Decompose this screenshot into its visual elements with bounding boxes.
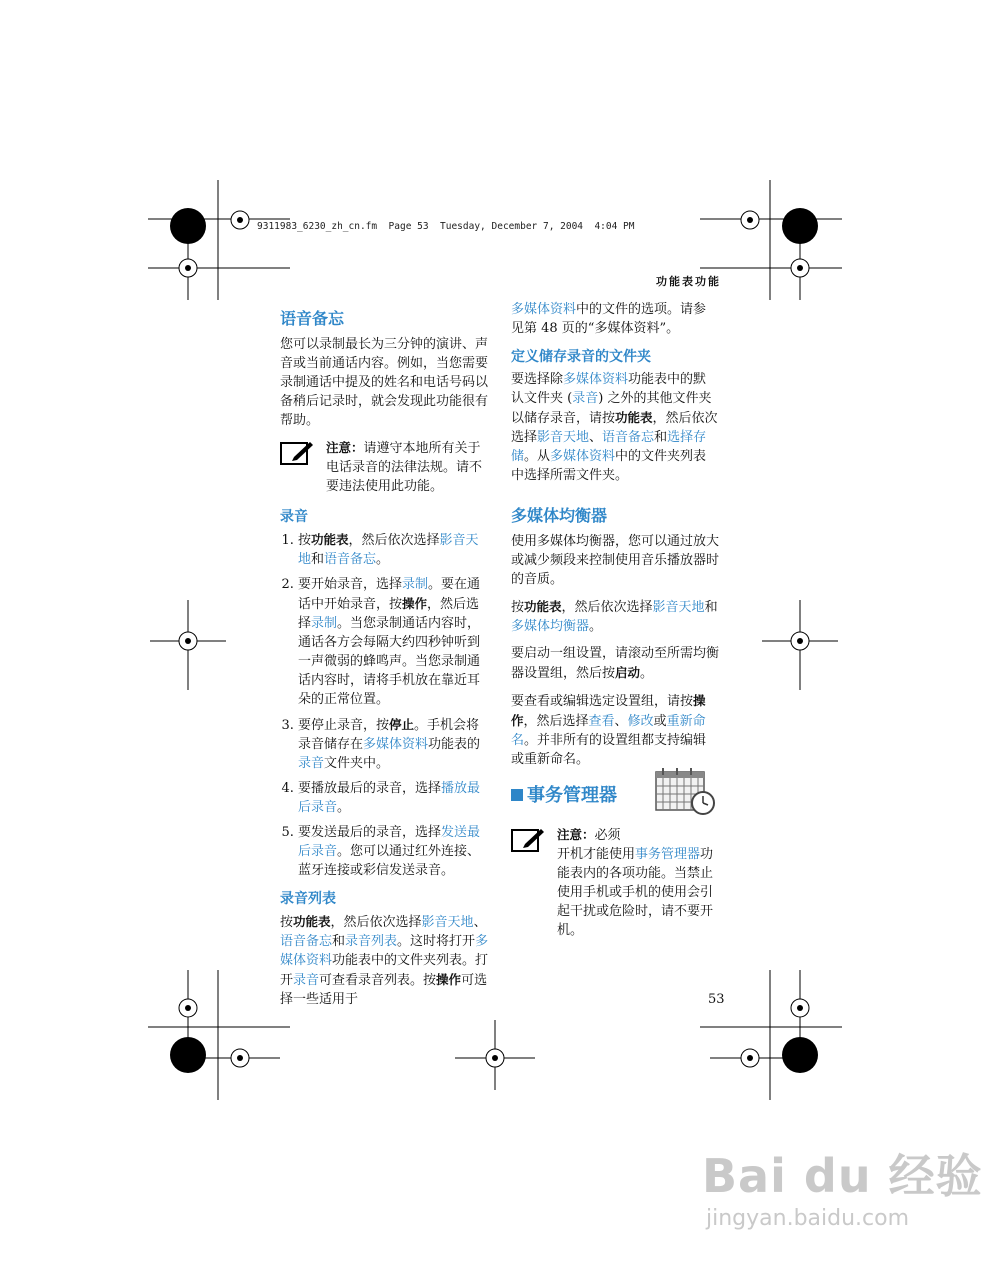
voice-memo-intro: 您可以录制最长为三分钟的演讲、声音或当前通话内容。例如，当您需要录制通话中提及的姓名和电话号码以备稍后记录时，就会发现此功能很有帮助。 [280, 337, 489, 428]
note-pencil-icon [511, 827, 545, 853]
step-4: 4. 要播放最后的录音，选择播放最后录音。 [298, 779, 490, 817]
step-3: 3. 要停止录音，按停止。手机会将录音储存在多媒体资料功能表的录音文件夹中。 [298, 715, 490, 773]
watermark [702, 1140, 983, 1231]
note-pencil-icon [280, 440, 314, 466]
note-body: 请遵守本地所有关于电话录音的法律法规。请不要违法使用此功能。 [326, 441, 483, 494]
right-column [511, 300, 719, 950]
link-media: 影音天地 [298, 533, 479, 567]
section-header: 功能表功能 [656, 275, 721, 288]
equalizer-p3: 要启动一组设置，请滚动至所需均衡器设置组，然后按启动。 [511, 646, 720, 681]
organizer-note-text: 注意：必须 开机才能使用事务管理器功能表内的各项功能。当禁止使用手机或手机的使用会引起干扰或危险时，请不要开机。 [557, 827, 714, 938]
record-steps [280, 530, 490, 880]
equalizer-p4: 要查看或编辑选定设置组，请按操作，然后选择查看、修改或重新命名。并非所有的设置组都支持编辑或重新命名。 [511, 693, 707, 767]
file-header-line: 9311983_6230_zh_cn.fm Page 53 Tuesday, December 7, 2004 4:04 PM [257, 221, 635, 232]
note-text [326, 438, 490, 496]
rec-list-title: 录音列表 [280, 891, 336, 907]
rec-list-body: 按功能表，然后依次选择影音天地、语音备忘和录音列表。这时将打开多媒体资料功能表中的文件夹列表。打开录音可查看录音列表。按操作可选择一些适用于 [280, 914, 489, 1007]
note-label: 注意： [326, 440, 364, 455]
equalizer-p1: 使用多媒体均衡器，您可以通过放大或减少频段来控制使用音乐播放器时的音质。 [511, 534, 720, 587]
note-box [280, 438, 490, 496]
organizer-note-box [511, 825, 719, 940]
blue-square-bullet [511, 789, 523, 801]
watermark-url: jingyan.baidu.com [706, 1206, 910, 1231]
organizer-title: 事务管理器 [527, 785, 617, 806]
continued-text: 多媒体资料中的文件的选项。请参见第 48 页的“多媒体资料”。 [511, 302, 707, 336]
step-2: 2. 要开始录音，选择录制。要在通话中开始录音，按操作，然后选择录制。当您录制通话内容时，通话各方会每隔大约四秒钟听到一声微弱的蜂鸣声。当您录制通话内容时，请将手机放在靠近耳朵的正常位置。 [298, 575, 490, 709]
define-folder-title: 定义储存录音的文件夹 [511, 349, 651, 365]
link-voice-memo: 语音备忘 [324, 552, 377, 567]
page-number: 53 [708, 992, 725, 1007]
left-column [280, 300, 490, 1017]
record-title: 录音 [280, 509, 308, 525]
define-folder-body: 要选择除多媒体资料功能表中的默认文件夹 (录音) 之外的其他文件夹以储存录音，请按功能表，然后依次选择影音天地、语音备忘和选择存储。从多媒体资料中的文件夹列表中选择所需文件夹。 [511, 372, 718, 483]
step-1: 1. 按功能表，然后依次选择影音天地和语音备忘。 [298, 530, 490, 569]
calendar-clock-icon [655, 768, 717, 816]
equalizer-title: 多媒体均衡器 [511, 506, 608, 525]
step-5: 5. 要发送最后的录音，选择发送最后录音。您可以通过红外连接、蓝牙连接或彩信发送录音。 [298, 823, 490, 880]
watermark-brand: Bai du 经验 [702, 1149, 983, 1203]
equalizer-p2: 按功能表，然后依次选择影音天地和多媒体均衡器。 [511, 599, 718, 634]
voice-memo-title: 语音备忘 [280, 309, 345, 328]
